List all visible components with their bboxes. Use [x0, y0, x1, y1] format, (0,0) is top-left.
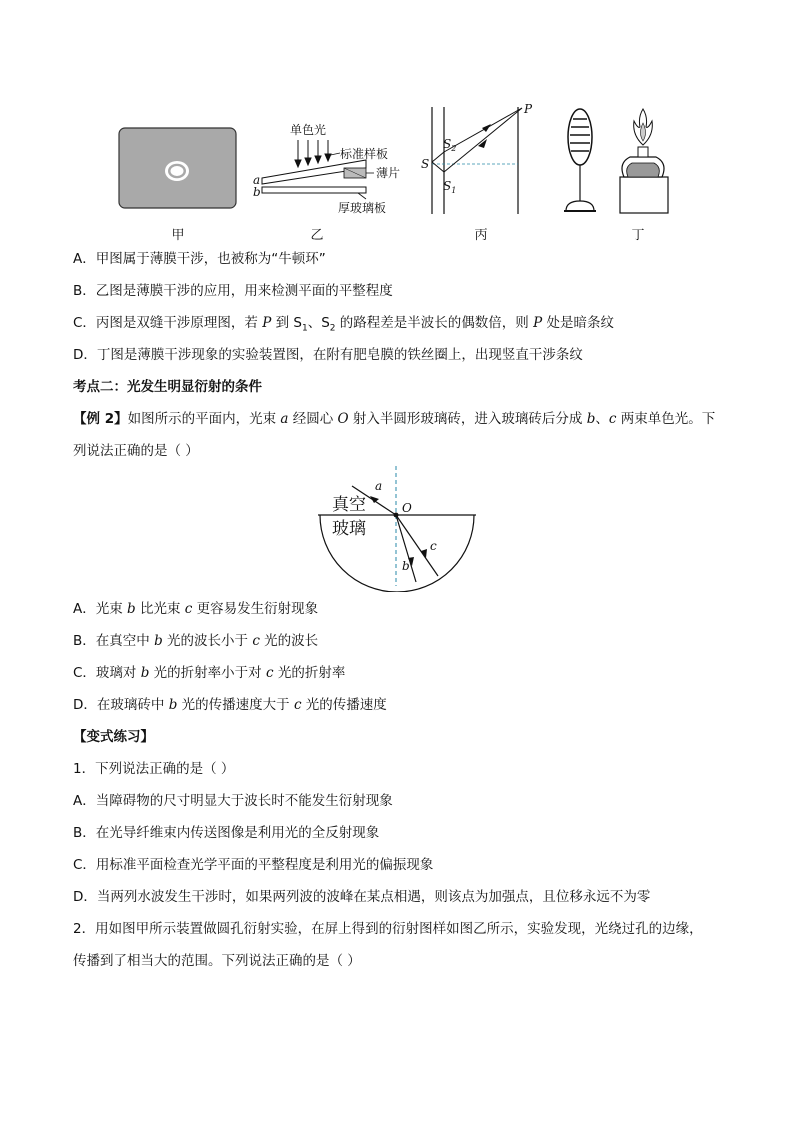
variant2-line1: 2．用如图甲所示装置做圆孔衍射实验，在屏上得到的衍射图样如图乙所示，实验发现，光绕过孔的边缘，	[73, 921, 703, 937]
example2-option-d: D．在玻璃砖中 b 光的传播速度大于 c 光的传播速度	[73, 697, 387, 713]
label-light: 单色光	[290, 123, 327, 137]
example2-option-b: B．在真空中 b 光的波长小于 c 光的波长	[73, 633, 319, 649]
label-center-o: O	[402, 501, 412, 515]
variant1-option-a: A．当障碍物的尺寸明显大于波长时不能发生衍射现象	[73, 793, 393, 809]
q1-option-a: A．甲图属于薄膜干涉，也被称为“牛顿环”	[73, 251, 326, 267]
figure-yi	[248, 120, 408, 220]
label-vacuum: 真空	[332, 495, 366, 515]
q1-option-b: B．乙图是薄膜干涉的应用，用来检测平面的平整程度	[73, 283, 393, 299]
label-p: P	[524, 102, 533, 116]
figure-ding	[558, 105, 678, 217]
label-thin: 薄片	[376, 166, 401, 180]
label-s: S	[421, 157, 430, 171]
variant1-option-d: D．当两列水波发生干涉时，如果两列波的波峰在某点相遇，则该点为加强点，且位移永远不为零	[73, 889, 651, 905]
example2-line1: 【例 2】如图所示的平面内，光束 a 经圆心 O 射入半圆形玻璃砖，进入玻璃砖后分成 b、c 两束单色光。下	[73, 411, 716, 427]
q1-option-d: D．丁图是薄膜干涉现象的实验装置图，在附有肥皂膜的铁丝圈上，出现竖直干涉条纹	[73, 347, 583, 363]
figure-bing	[418, 102, 538, 217]
label-s1: $S_1$	[443, 179, 457, 195]
variant1-option-c: C．用标准平面检查光学平面的平整程度是利用光的偏振现象	[73, 857, 434, 873]
caption-yi: 乙	[310, 228, 324, 243]
label-beam-c: c	[430, 539, 437, 553]
lamp-box	[620, 177, 668, 213]
label-thick: 厚玻璃板	[338, 201, 387, 215]
example2-line2: 列说法正确的是（ ）	[73, 443, 199, 459]
section2-title: 考点二：光发生明显衍射的条件	[73, 379, 262, 395]
caption-bing: 丙	[474, 228, 488, 243]
example2-option-c: C．玻璃对 b 光的折射率小于对 c 光的折射率	[73, 665, 346, 681]
label-beam-b: b	[402, 559, 410, 573]
wire-loop	[568, 109, 592, 165]
label-standard: 标准样板	[340, 147, 389, 161]
example2-option-a: A．光束 b 比光束 c 更容易发生衍射现象	[73, 601, 319, 617]
figure-semicircle	[318, 466, 478, 592]
thick-glass	[262, 187, 366, 193]
label-glass: 玻璃	[332, 519, 366, 539]
label-beam-a: a	[375, 479, 383, 493]
variant2-line2: 传播到了相当大的范围。下列说法正确的是（ ）	[73, 953, 361, 969]
label-b: b	[253, 185, 261, 199]
caption-ding: 丁	[631, 228, 645, 243]
caption-jia: 甲	[171, 228, 185, 243]
figure-jia	[118, 127, 238, 209]
variant-title: 【变式练习】	[73, 729, 154, 745]
label-s2: $S_2$	[443, 137, 457, 153]
variant1-option-b: B．在光导纤维束内传送图像是利用光的全反射现象	[73, 825, 380, 841]
newton-ring-center	[171, 166, 184, 176]
q1-option-c: C．丙图是双缝干涉原理图，若 P 到 $S_1$、$S_2$ 的路程差是半波长的偶数倍，则 P 处是暗条纹	[73, 315, 614, 334]
figures-row	[0, 100, 794, 245]
variant1-question: 1．下列说法正确的是（ ）	[73, 761, 235, 777]
label-a: a	[253, 173, 261, 187]
light-arrows	[295, 140, 331, 167]
